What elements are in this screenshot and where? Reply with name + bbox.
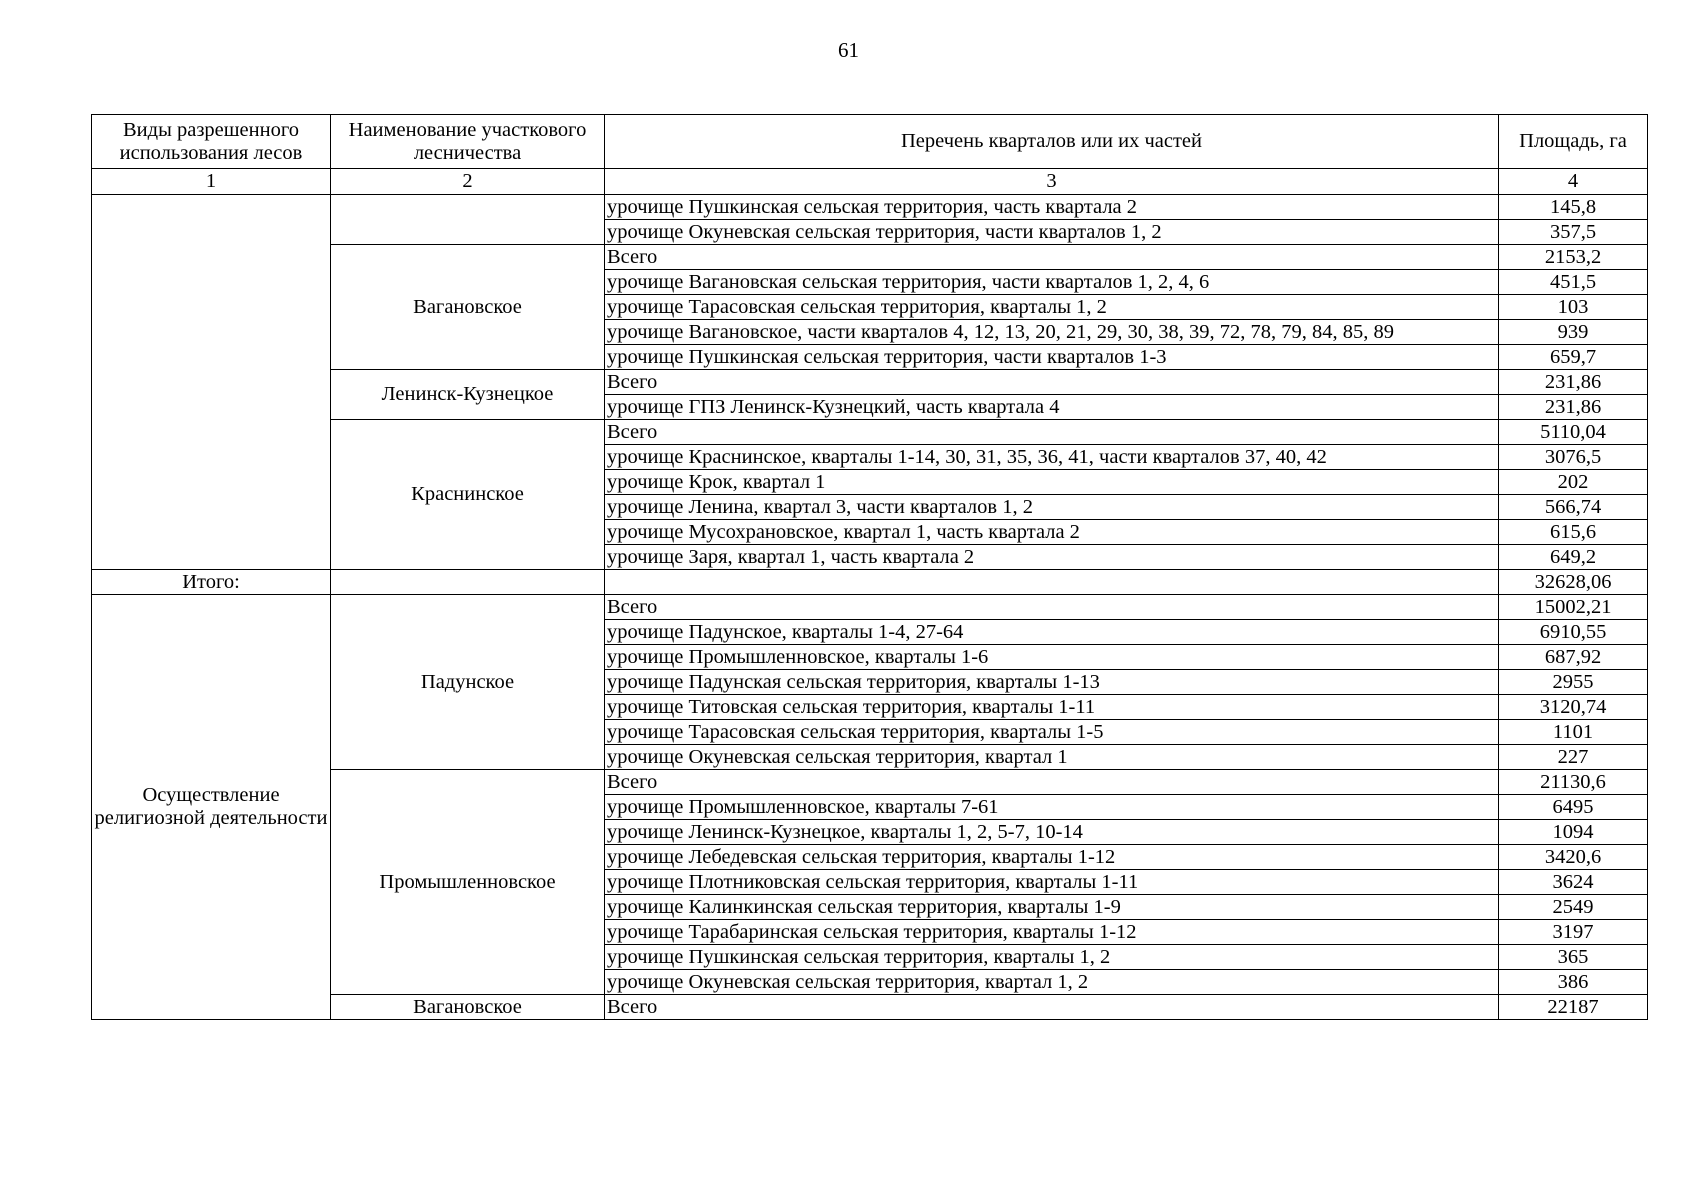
column-number: 2 xyxy=(331,169,605,195)
area-cell: 231,86 xyxy=(1499,395,1648,420)
total-row xyxy=(92,570,1648,595)
area-cell: 22187 xyxy=(1499,995,1648,1020)
quarters-cell: урочище Титовская сельская территория, кварталы 1-11 xyxy=(605,695,1499,720)
area-cell: 5110,04 xyxy=(1499,420,1648,445)
area-cell: 1094 xyxy=(1499,820,1648,845)
forest-use-table xyxy=(91,114,1648,1020)
header-quarters-list: Перечень кварталов или их частей xyxy=(605,115,1499,169)
area-cell: 357,5 xyxy=(1499,220,1648,245)
forestry-name-cell: Краснинское xyxy=(331,420,605,570)
quarters-cell: урочище Вагановская сельская территория, части кварталов 1, 2, 4, 6 xyxy=(605,270,1499,295)
quarters-cell: Всего xyxy=(605,420,1499,445)
quarters-cell: Всего xyxy=(605,370,1499,395)
area-cell: 615,6 xyxy=(1499,520,1648,545)
quarters-cell: урочище Пушкинская сельская территория, кварталы 1, 2 xyxy=(605,945,1499,970)
forestry-name-cell: Промышленновское xyxy=(331,770,605,995)
quarters-cell: урочище Крок, квартал 1 xyxy=(605,470,1499,495)
area-cell: 231,86 xyxy=(1499,370,1648,395)
column-number-row xyxy=(92,169,1648,195)
area-cell: 2955 xyxy=(1499,670,1648,695)
quarters-cell: урочище Ленинск-Кузнецкое, кварталы 1, 2, 5-7, 10-14 xyxy=(605,820,1499,845)
quarters-cell: Всего xyxy=(605,770,1499,795)
area-cell: 649,2 xyxy=(1499,545,1648,570)
quarters-cell: урочище Пушкинская сельская территория, часть квартала 2 xyxy=(605,195,1499,220)
total-empty-cell xyxy=(605,570,1499,595)
quarters-cell: урочище Заря, квартал 1, часть квартала 2 xyxy=(605,545,1499,570)
forestry-name-cell: Ленинск-Кузнецкое xyxy=(331,370,605,420)
quarters-cell: урочище Падунское, кварталы 1-4, 27-64 xyxy=(605,620,1499,645)
forestry-name-cell xyxy=(331,195,605,245)
area-cell: 3120,74 xyxy=(1499,695,1648,720)
quarters-cell: урочище Тарасовская сельская территория, кварталы 1, 2 xyxy=(605,295,1499,320)
quarters-cell: урочище Лебедевская сельская территория, кварталы 1-12 xyxy=(605,845,1499,870)
area-cell: 21130,6 xyxy=(1499,770,1648,795)
area-cell: 227 xyxy=(1499,745,1648,770)
quarters-cell: урочище Вагановское, части кварталов 4, 12, 13, 20, 21, 29, 30, 38, 39, 72, 78, 79, 84, 85, 89 xyxy=(605,320,1499,345)
area-cell: 2549 xyxy=(1499,895,1648,920)
area-cell: 1101 xyxy=(1499,720,1648,745)
forestry-name-cell: Вагановское xyxy=(331,245,605,370)
column-number: 3 xyxy=(605,169,1499,195)
quarters-cell: урочище ГПЗ Ленинск-Кузнецкий, часть квартала 4 xyxy=(605,395,1499,420)
header-use-type: Виды разрешенного использования лесов xyxy=(92,115,331,169)
forestry-name-cell: Вагановское xyxy=(331,995,605,1020)
area-cell: 15002,21 xyxy=(1499,595,1648,620)
quarters-cell: Всего xyxy=(605,995,1499,1020)
quarters-cell: урочище Окуневская сельская территория, квартал 1, 2 xyxy=(605,970,1499,995)
area-cell: 103 xyxy=(1499,295,1648,320)
area-cell: 3076,5 xyxy=(1499,445,1648,470)
area-cell: 3197 xyxy=(1499,920,1648,945)
total-label: Итого: xyxy=(92,570,331,595)
quarters-cell: урочище Краснинское, кварталы 1-14, 30, 31, 35, 36, 41, части кварталов 37, 40, 42 xyxy=(605,445,1499,470)
quarters-cell: урочище Промышленновское, кварталы 7-61 xyxy=(605,795,1499,820)
quarters-cell: урочище Тарасовская сельская территория, кварталы 1-5 xyxy=(605,720,1499,745)
area-cell: 6495 xyxy=(1499,795,1648,820)
table-row xyxy=(92,195,1648,220)
use-type-cell: Осуществление религиозной деятельности xyxy=(92,595,331,1020)
area-cell: 2153,2 xyxy=(1499,245,1648,270)
quarters-cell: урочище Мусохрановское, квартал 1, часть квартала 2 xyxy=(605,520,1499,545)
area-cell: 202 xyxy=(1499,470,1648,495)
total-empty-cell xyxy=(331,570,605,595)
area-cell: 3624 xyxy=(1499,870,1648,895)
area-cell: 451,5 xyxy=(1499,270,1648,295)
use-type-cell xyxy=(92,195,331,570)
quarters-cell: урочище Ленина, квартал 3, части кварталов 1, 2 xyxy=(605,495,1499,520)
area-cell: 365 xyxy=(1499,945,1648,970)
quarters-cell: урочище Плотниковская сельская территория, кварталы 1-11 xyxy=(605,870,1499,895)
area-cell: 145,8 xyxy=(1499,195,1648,220)
quarters-cell: урочище Калинкинская сельская территория, кварталы 1-9 xyxy=(605,895,1499,920)
area-cell: 659,7 xyxy=(1499,345,1648,370)
quarters-cell: урочище Промышленновское, кварталы 1-6 xyxy=(605,645,1499,670)
quarters-cell: урочище Тарабаринская сельская территория, кварталы 1-12 xyxy=(605,920,1499,945)
area-cell: 687,92 xyxy=(1499,645,1648,670)
quarters-cell: урочище Падунская сельская территория, кварталы 1-13 xyxy=(605,670,1499,695)
area-cell: 6910,55 xyxy=(1499,620,1648,645)
area-cell: 3420,6 xyxy=(1499,845,1648,870)
quarters-cell: Всего xyxy=(605,245,1499,270)
forestry-name-cell: Падунское xyxy=(331,595,605,770)
column-number: 1 xyxy=(92,169,331,195)
table-body xyxy=(92,195,1648,1020)
quarters-cell: урочище Окуневская сельская территория, части кварталов 1, 2 xyxy=(605,220,1499,245)
area-cell: 566,74 xyxy=(1499,495,1648,520)
page-number: 61 xyxy=(838,38,859,62)
table-header-row xyxy=(92,115,1648,169)
area-cell: 386 xyxy=(1499,970,1648,995)
quarters-cell: урочище Окуневская сельская территория, квартал 1 xyxy=(605,745,1499,770)
header-forestry-name: Наименование участкового лесничества xyxy=(331,115,605,169)
column-number: 4 xyxy=(1499,169,1648,195)
area-cell: 939 xyxy=(1499,320,1648,345)
table-row xyxy=(92,595,1648,620)
quarters-cell: урочище Пушкинская сельская территория, части кварталов 1-3 xyxy=(605,345,1499,370)
quarters-cell: Всего xyxy=(605,595,1499,620)
total-area: 32628,06 xyxy=(1499,570,1648,595)
header-area: Площадь, га xyxy=(1499,115,1648,169)
